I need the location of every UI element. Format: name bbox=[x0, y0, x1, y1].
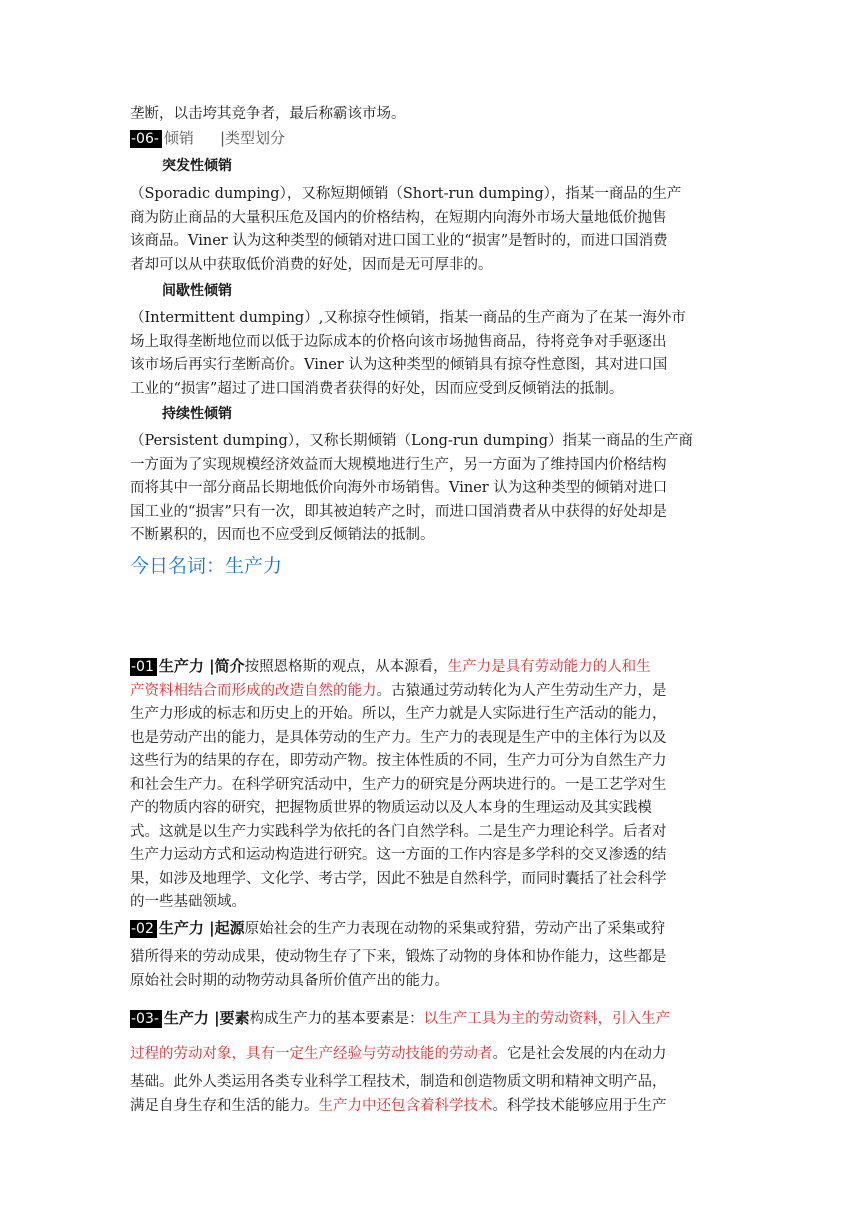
body-line: （Persistent dumping），又称长期倾销（Long-run dumping）指某一商品的生产商 bbox=[130, 433, 693, 449]
section-subtitle: |类型划分 bbox=[219, 129, 285, 147]
section-tag: -03- bbox=[130, 1010, 162, 1028]
highlight-text: 以生产工具为主的劳动资料，引入生产 bbox=[423, 1011, 671, 1027]
type-heading-intermittent: 间歇性倾销 bbox=[162, 283, 232, 299]
body-line: 和社会生产力。在科学研究活动中，生产力的研究是分两块进行的。一是工艺学对生 bbox=[130, 776, 667, 793]
type-heading-sporadic: 突发性倾销 bbox=[162, 158, 232, 174]
body-line bbox=[130, 1095, 670, 1119]
section-03-first-line bbox=[130, 1002, 670, 1036]
body-text: 满足自身生存和生活的能力。 bbox=[130, 1097, 319, 1114]
highlight-text: 过程的劳动对象，具有一定生产经验与劳动技能的劳动者 bbox=[130, 1046, 493, 1062]
body-line: 该市场后再实行垄断高价。Viner 认为这种类型的倾销具有掠夺性意图，其对进口国 bbox=[130, 357, 668, 373]
body-line: （Sporadic dumping），又称短期倾销（Short-run dumping），指某一商品的生产 bbox=[130, 186, 682, 202]
body-text: 。古猿通过劳动转化为人产生劳动生产力，是 bbox=[376, 682, 667, 699]
body-line: 基础。此外人类运用各类专业科学工程技术，制造和创造物质文明和精神文明产品， bbox=[130, 1074, 667, 1090]
body-text: 原始社会的生产力表现在动物的采集或狩猎，劳动产出了采集或狩 bbox=[244, 921, 666, 937]
body-line: 式。这就是以生产力实践科学为依托的各门自然学科。二是生产力理论科学。后者对 bbox=[130, 823, 667, 840]
body-line: 工业的“损害”超过了进口国消费者获得的好处，因而应受到反倾销法的抵制。 bbox=[130, 380, 624, 397]
body-line: 国工业的“损害”只有一次，即其被迫转产之时，而进口国消费者从中获得的好处却是 bbox=[130, 503, 667, 520]
type-body-sporadic bbox=[130, 183, 681, 277]
body-line: 生产力运动方式和运动构造进行研究。这一方面的工作内容是多学科的交叉渗透的结 bbox=[130, 847, 667, 863]
body-line: 不断累积的，因而也不应受到反倾销法的抵制。 bbox=[130, 527, 435, 543]
body-text: 。科学技术能够应用于生产 bbox=[492, 1097, 667, 1114]
type-body-persistent bbox=[130, 430, 693, 548]
section-06-heading bbox=[130, 126, 285, 150]
section-03 bbox=[130, 1002, 670, 1118]
body-line: 产的物质内容的研究，把握物质世界的物质运动以及人本身的生理运动及其实践模 bbox=[130, 800, 652, 816]
highlight-text: 生产力是具有劳动能力的人和生 bbox=[447, 659, 651, 675]
type-body-intermittent bbox=[130, 307, 686, 401]
body-line: 该商品。Viner 认为这种类型的倾销对进口国工业的“损害”是暂时的，而进口国消费 bbox=[130, 233, 668, 249]
highlight-text: 生产力中还包含着科学技术 bbox=[318, 1097, 493, 1114]
body-line: 的一些基础领域。 bbox=[130, 894, 246, 910]
section-02 bbox=[130, 912, 667, 993]
body-line: 这些行为的结果的存在，即劳动产物。按主体性质的不同，生产力可分为自然生产力 bbox=[130, 753, 667, 769]
body-text: 按照恩格斯的观点，从本源看， bbox=[244, 659, 448, 675]
body-line: 猎所得来的劳动成果，使动物生存了下来，锻炼了动物的身体和协作能力，这些都是 bbox=[130, 949, 667, 965]
section-heading: 生产力 |要素 bbox=[163, 1009, 250, 1027]
body-line: 果，如涉及地理学、文化学、考古学，因此不独是自然科学，而同时囊括了社会科学 bbox=[130, 870, 667, 887]
section-tag: -02 bbox=[130, 920, 157, 938]
body-line: 者却可以从中获取低价消费的好处，因而是无可厚非的。 bbox=[130, 256, 493, 273]
body-text: 构成生产力的基本要素是： bbox=[249, 1011, 424, 1027]
body-line: 一方面为了实现规模经济效益而大规模地进行生产，另一方面为了维持国内价格结构 bbox=[130, 456, 667, 473]
section-tag: -06- bbox=[130, 130, 162, 148]
section-01-first-line bbox=[130, 655, 667, 680]
body-line bbox=[130, 680, 667, 704]
today-term-title: 今日名词：生产力 bbox=[130, 555, 283, 577]
section-label: 倾销 bbox=[163, 129, 194, 147]
body-text: 。它是社会发展的内在动力 bbox=[492, 1046, 667, 1062]
body-line: 商为防止商品的大量积压危及国内的价格结构，在短期内向海外市场大量地低价抛售 bbox=[130, 209, 667, 226]
section-heading: 生产力 |起源 bbox=[158, 919, 245, 937]
body-line: 原始社会时期的动物劳动具备所价值产出的能力。 bbox=[130, 972, 449, 989]
top-line: 垄断，以击垮其竞争者，最后称霸该市场。 bbox=[130, 106, 406, 122]
section-01 bbox=[130, 655, 667, 915]
section-tag: -01 bbox=[130, 658, 157, 676]
body-line: 而将其中一部分商品长期地低价向海外市场销售。Viner 认为这种类型的倾销对进口 bbox=[130, 480, 668, 496]
body-line bbox=[130, 1038, 670, 1071]
type-heading-persistent: 持续性倾销 bbox=[162, 406, 232, 422]
section-heading: 生产力 |简介 bbox=[158, 657, 245, 675]
body-line: （Intermittent dumping）,又称掠夺性倾销，指某一商品的生产商为了在某一海外市 bbox=[130, 310, 686, 326]
section-02-first-line bbox=[130, 912, 667, 946]
body-line: 生产力形成的标志和历史上的开始。所以，生产力就是人实际进行生产活动的能力， bbox=[130, 706, 667, 722]
highlight-text: 产资料相结合而形成的改造自然的能力 bbox=[130, 682, 377, 699]
body-line: 场上取得垄断地位而以低于边际成本的价格向该市场抛售商品，待将竞争对手驱逐出 bbox=[130, 333, 667, 350]
body-line: 也是劳动产出的能力，是具体劳动的生产力。生产力的表现是生产中的主体行为以及 bbox=[130, 729, 667, 746]
